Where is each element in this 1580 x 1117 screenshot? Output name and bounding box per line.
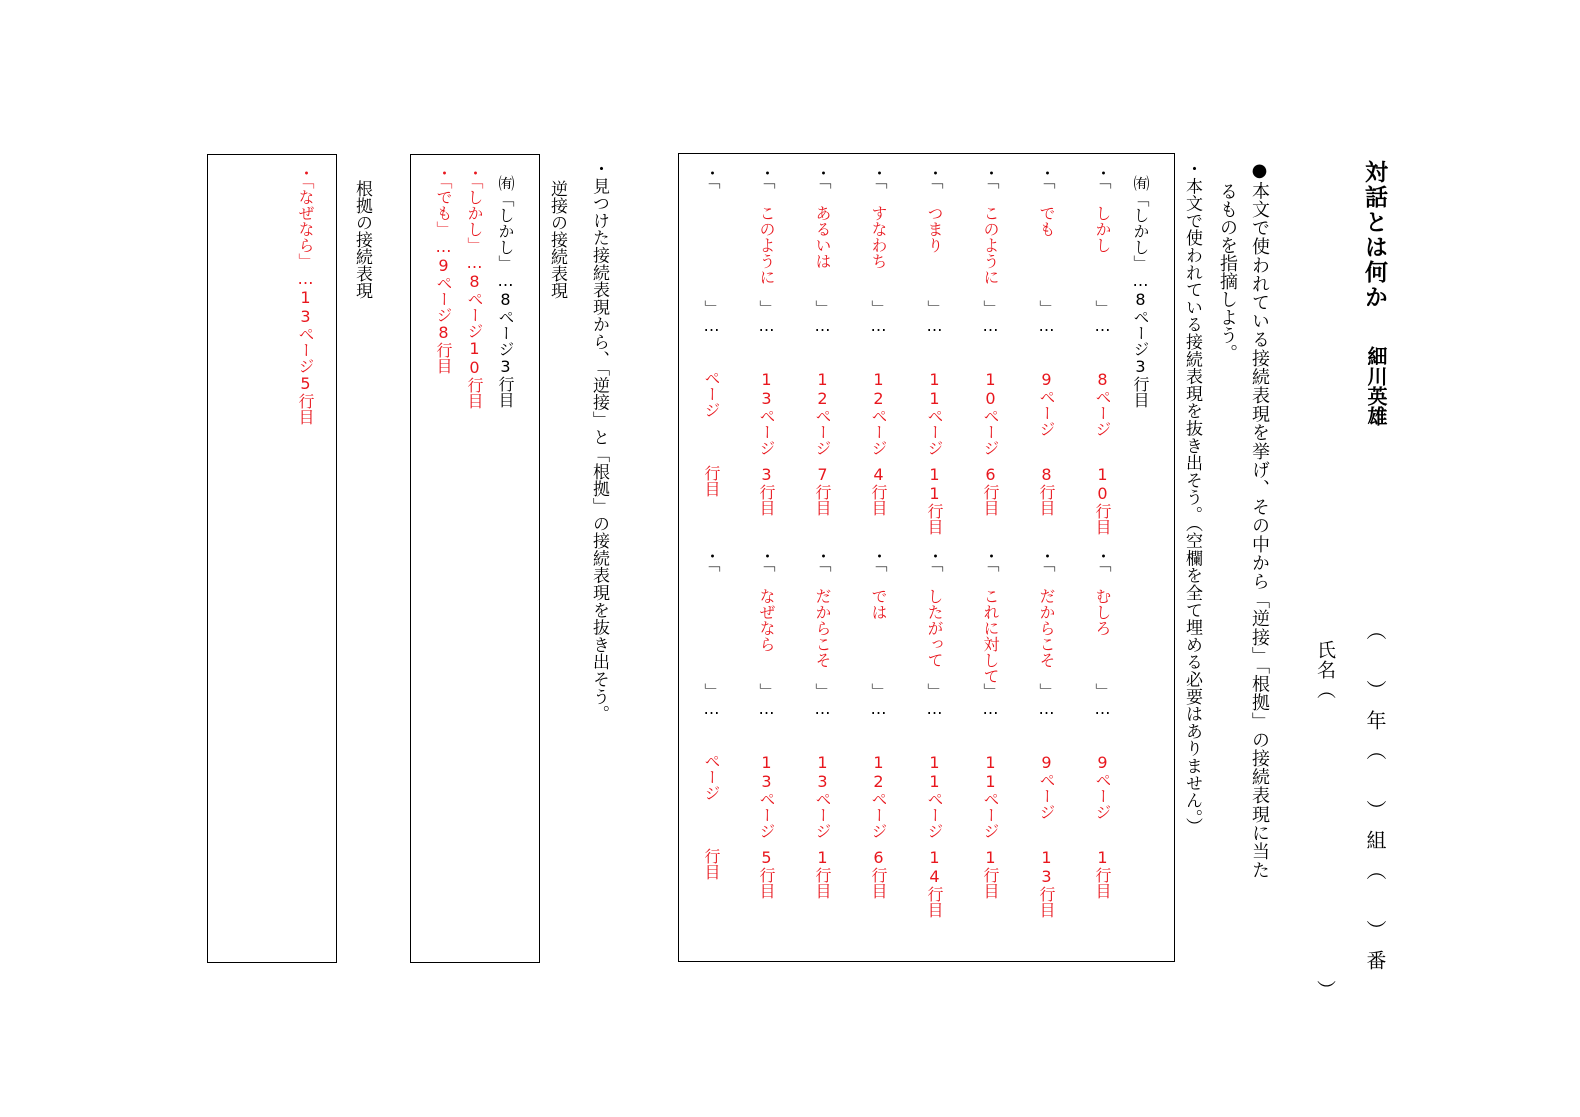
page-number: 11ページ [925,753,944,839]
row-bullet: ・「 [869,548,888,572]
main-instruction: ●本文で使われている接続表現を挙げ、その中から「逆接」「根拠」の接続表現に当た [1249,160,1270,880]
line-number: 5行目 [757,848,776,899]
page-number: ページ [702,370,721,418]
row-separator: 」… [869,300,888,335]
page-number: 13ページ [757,753,776,839]
connector-word: しかし [1093,205,1112,253]
connector-word: つまり [925,205,944,253]
row-bullet: ・「 [702,548,721,572]
row-bullet: ・「 [981,548,1000,572]
connector-word: だからこそ [1037,588,1056,668]
page-number: 12ページ [869,753,888,839]
line-number: 6行目 [869,848,888,899]
find-instruction: ・見つけた接続表現から、「逆接」と「根拠」の接続表現を抜き出そう。 [589,160,609,723]
table-example: ㈲「しかし」…8ページ3行目 [1131,175,1150,408]
row-separator: 」… [813,683,832,718]
page-number: 9ページ [1093,753,1112,820]
connector-word: これに対して [981,588,1000,684]
connector-word: でも [1037,205,1056,237]
reason-box [207,154,337,963]
student-name-line: 氏名（ ） [1314,640,1336,1000]
row-separator: 」… [869,683,888,718]
row-separator: 」… [1037,300,1056,335]
row-separator: 」… [1093,300,1112,335]
row-separator: 」… [757,683,776,718]
row-separator: 」… [981,683,1000,718]
connector-word: では [869,588,888,620]
connector-word: なぜなら [757,588,776,652]
page-number: 12ページ [869,370,888,456]
row-bullet: ・「 [757,165,776,189]
adversative-example: ㈲「しかし」…8ページ3行目 [496,175,515,408]
row-separator: 」… [702,683,721,718]
connector-word: したがって [925,588,944,668]
main-instruction-cont: るものを指摘しよう。 [1217,182,1238,362]
line-number: 10行目 [1093,465,1112,535]
row-separator: 」… [925,683,944,718]
row-bullet: ・「 [1037,548,1056,572]
row-bullet: ・「 [925,548,944,572]
page-number: 8ページ [1093,370,1112,437]
line-number: 1行目 [813,848,832,899]
line-number: 13行目 [1037,848,1056,918]
connector-word: すなわち [869,205,888,269]
page-number: 9ページ [1037,753,1056,820]
page-number: 13ページ [813,753,832,839]
connector-word: このように [757,205,776,285]
page-number: 11ページ [925,370,944,456]
author-name: 細川英雄 [1364,346,1388,426]
row-bullet: ・「 [757,548,776,572]
adversative-answer-2: ・「でも」…9ページ8行目 [434,165,453,374]
line-number: 6行目 [981,465,1000,516]
reason-answer-1: ・「なぜなら」…13ページ5行目 [296,165,315,425]
connector-word: むしろ [1093,588,1112,636]
line-number: 1行目 [1093,848,1112,899]
row-bullet: ・「 [981,165,1000,189]
row-bullet: ・「 [1093,165,1112,189]
line-number: 7行目 [813,465,832,516]
row-bullet: ・「 [813,548,832,572]
line-number: 1行目 [981,848,1000,899]
page-number: 11ページ [981,753,1000,839]
line-number: 11行目 [925,465,944,535]
reason-label: 根拠の接続表現 [352,180,372,299]
line-number: 行目 [702,465,721,497]
row-bullet: ・「 [869,165,888,189]
row-separator: 」… [702,300,721,335]
row-bullet: ・「 [813,165,832,189]
line-number: 行目 [702,848,721,880]
row-bullet: ・「 [925,165,944,189]
line-number: 14行目 [925,848,944,918]
sub-instruction: ・本文で使われている接続表現を抜き出そう。（空欄を全て埋める必要はありません。） [1182,160,1202,835]
class-number-line: （ ）年（ ）組（ ）番 [1363,620,1387,980]
page-number: ページ [702,753,721,801]
row-separator: 」… [1037,683,1056,718]
page-number: 12ページ [813,370,832,456]
row-separator: 」… [981,300,1000,335]
page-number: 13ページ [757,370,776,456]
line-number: 4行目 [869,465,888,516]
page-number: 9ページ [1037,370,1056,437]
page-number: 10ページ [981,370,1000,456]
connector-word: だからこそ [813,588,832,668]
row-bullet: ・「 [1037,165,1056,189]
page-title: 対話とは何か [1361,160,1387,310]
line-number: 8行目 [1037,465,1056,516]
row-bullet: ・「 [702,165,721,189]
adversative-answer-1: ・「しかし」…8ページ10行目 [465,165,484,409]
row-separator: 」… [925,300,944,335]
row-separator: 」… [757,300,776,335]
connector-word: このように [981,205,1000,285]
row-separator: 」… [813,300,832,335]
row-bullet: ・「 [1093,548,1112,572]
row-separator: 」… [1093,683,1112,718]
connector-word: あるいは [813,205,832,269]
adversative-label: 逆接の接続表現 [547,180,567,299]
line-number: 3行目 [757,465,776,516]
